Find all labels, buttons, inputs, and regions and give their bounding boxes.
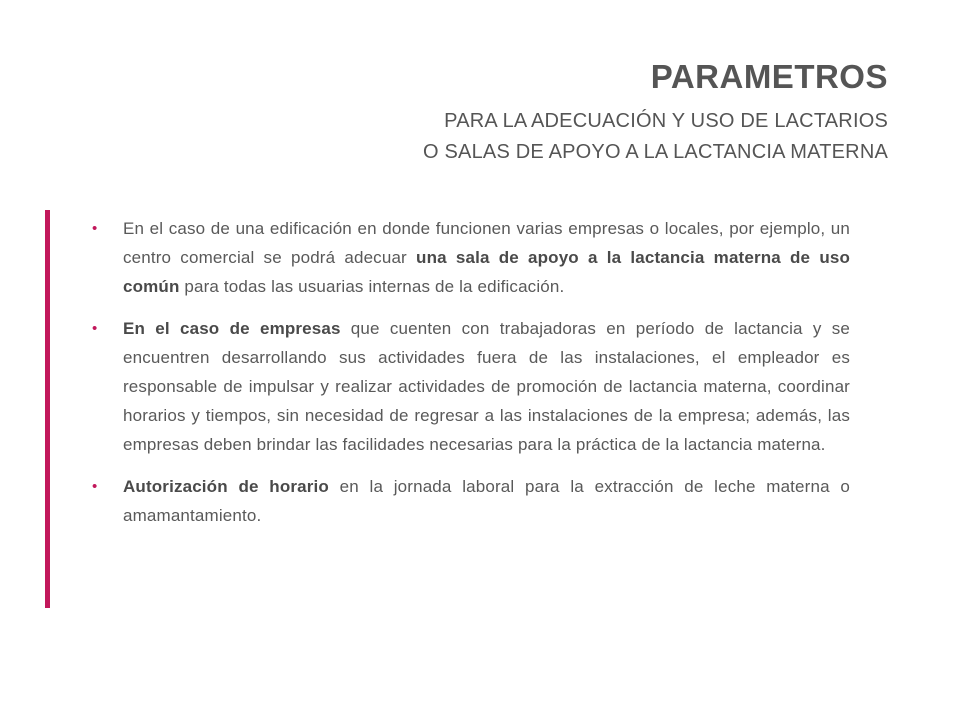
bullet-item-shared-room <box>92 214 850 301</box>
slide-header <box>423 58 888 168</box>
bullet-dot-icon: • <box>92 220 98 237</box>
bullet-list <box>92 214 850 543</box>
bullet-dot-icon: • <box>92 478 98 495</box>
accent-bar <box>45 210 50 608</box>
subtitle-line-1: PARA LA ADECUACIÓN Y USO DE LACTARIOS <box>444 110 888 132</box>
bullet-item-schedule <box>92 472 850 530</box>
bullet-bold-text: una sala de apoyo a la lactancia materna de uso común <box>123 248 851 296</box>
bullet-item-companies <box>92 314 850 459</box>
bullet-text-part: en la jornada laboral para la extracción de leche materna o amamantamiento. <box>123 477 850 525</box>
bullet-bold-text: En el caso de empresas <box>123 319 341 338</box>
bullet-text <box>123 314 850 459</box>
bullet-text <box>123 472 850 530</box>
bullet-bold-text: Autorización de horario <box>123 477 329 496</box>
page-title: PARAMETROS <box>650 58 888 95</box>
bullet-dot-icon: • <box>92 320 98 337</box>
bullet-text-part: En el caso de una edificación en donde funcionen varias empresas o locales, por ejemplo, un centro comercial se podrá adecuar <box>123 219 850 267</box>
bullet-text-part: para todas las usuarias internas de la edificación. <box>179 277 565 296</box>
subtitle-line-2: O SALAS DE APOYO A LA LACTANCIA MATERNA <box>423 141 888 163</box>
bullet-text <box>123 214 850 301</box>
bullet-text-part: que cuenten con trabajadoras en período de lactancia y se encuentren desarrollando sus actividades fuera de las instalaciones, el empleador es responsable de impulsar y realizar actividades de promoción de lactancia materna, coordinar horarios y tiempos, sin necesidad de regresar a las instalaciones de la empresa; además, las empresas deben brindar las facilidades necesarias para la práctica de la lactancia materna. <box>123 319 850 454</box>
